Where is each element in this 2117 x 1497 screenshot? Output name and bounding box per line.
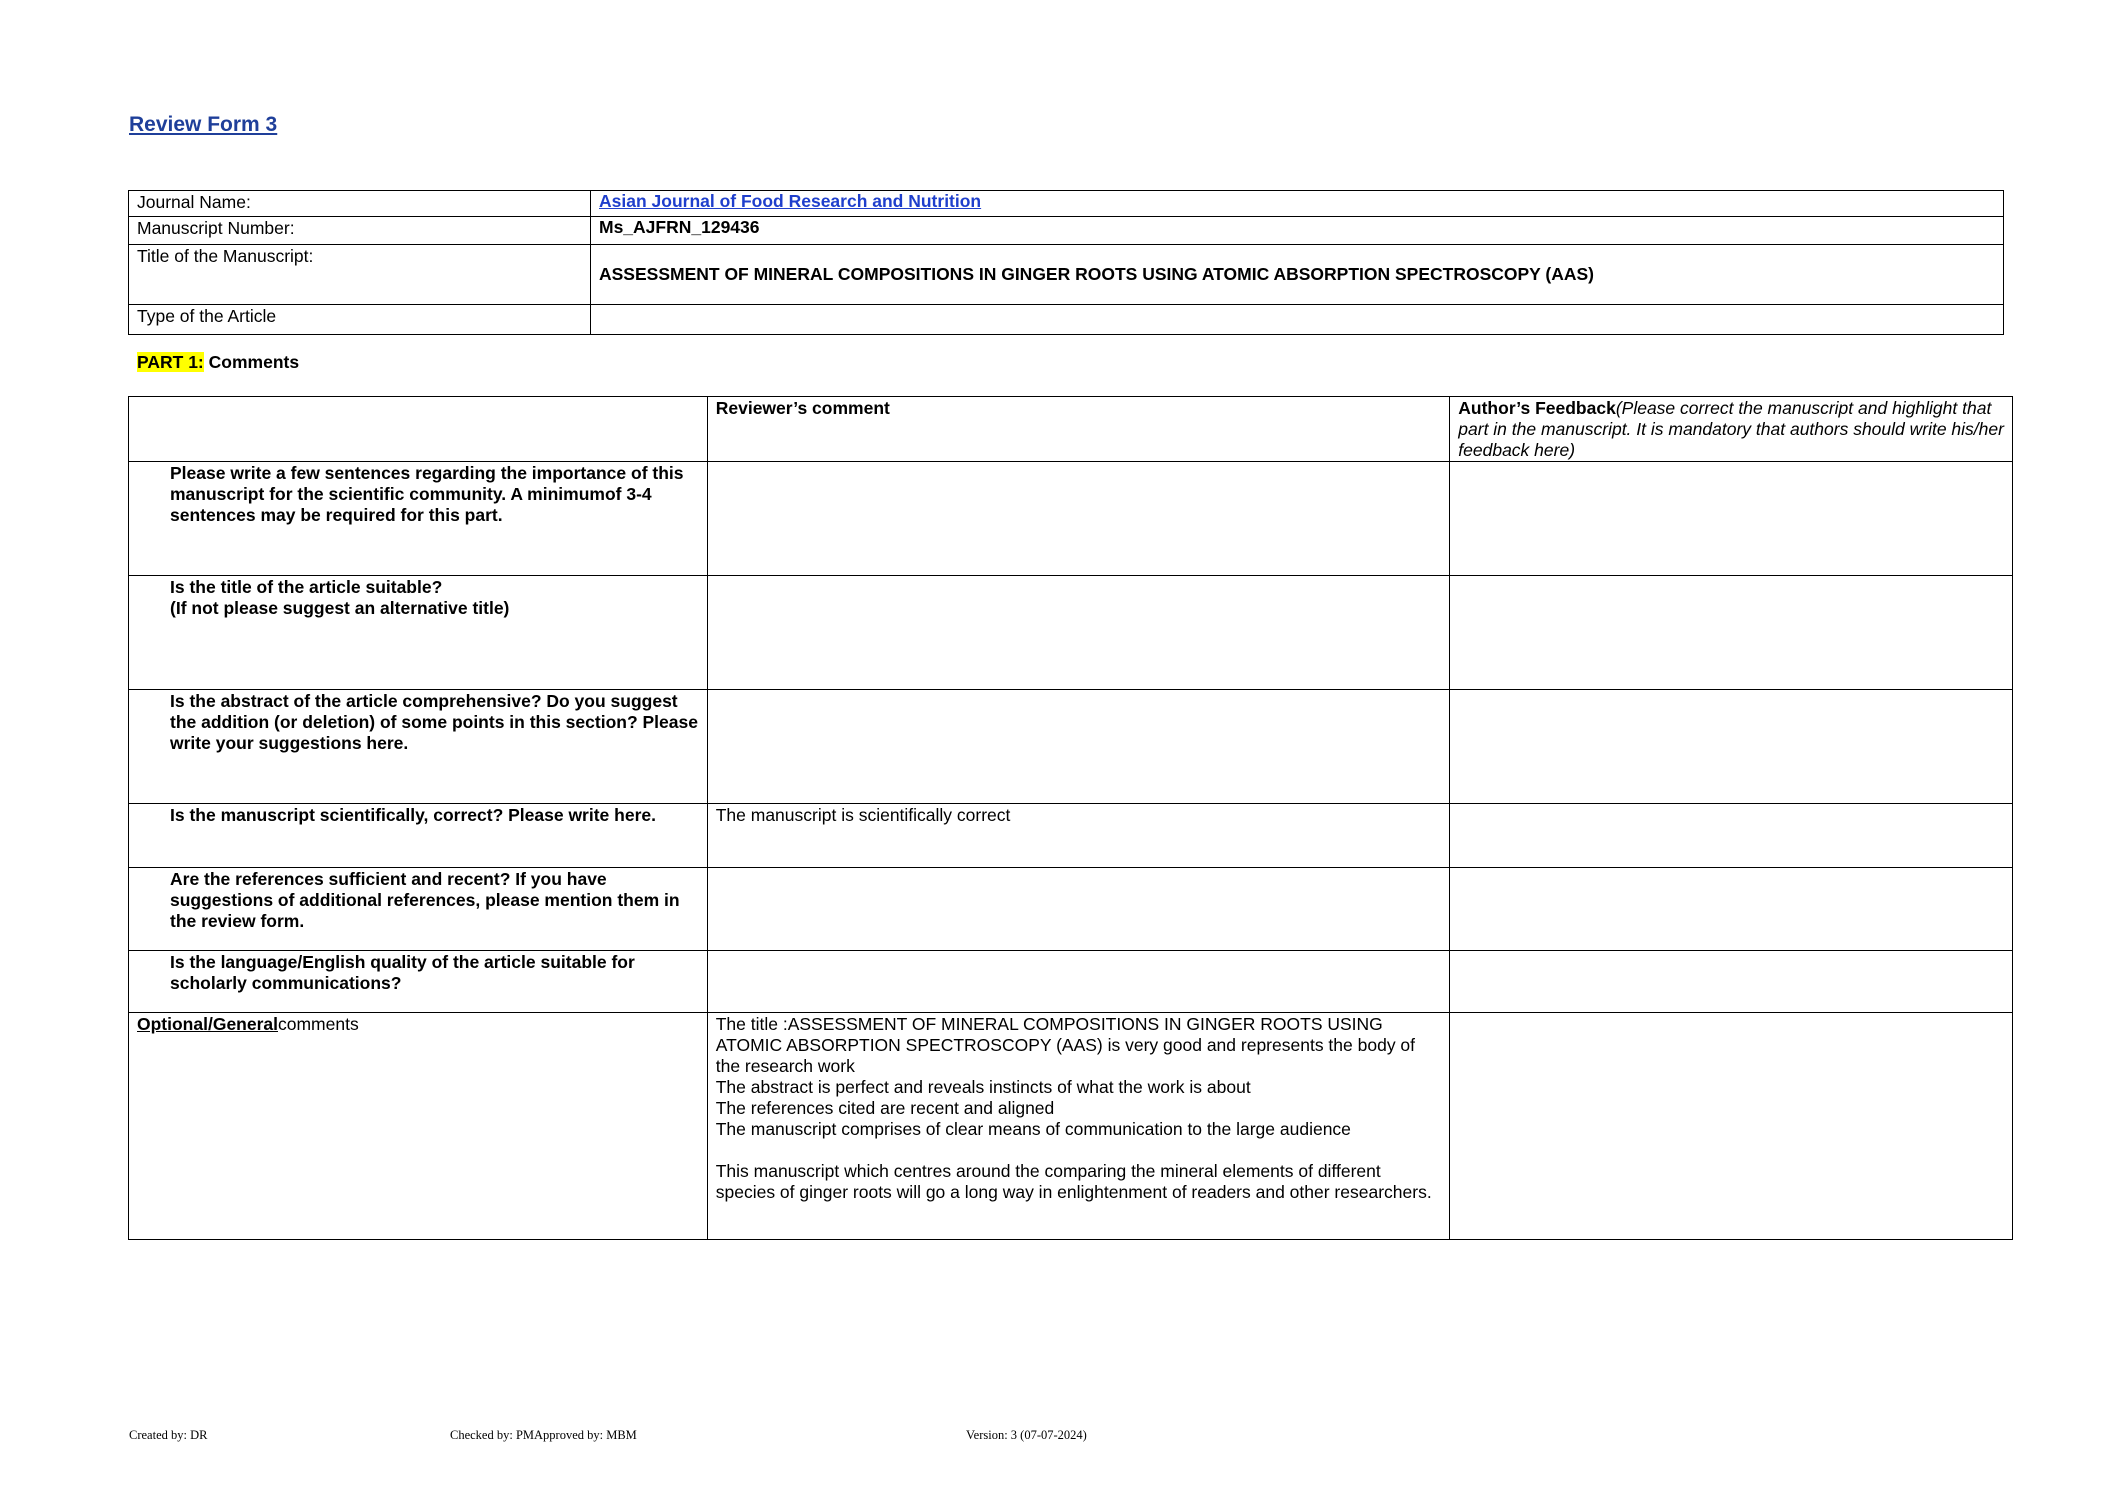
question-row-abstract xyxy=(129,690,2013,804)
footer-created: Created by: DR xyxy=(129,1428,208,1442)
header-author xyxy=(1450,397,2013,462)
manuscript-title-label: Title of the Manuscript: xyxy=(129,245,591,305)
part1-title: Comments xyxy=(208,352,300,372)
author-feedback-references[interactable] xyxy=(1450,868,2013,951)
optional-comment-line: The references cited are recent and aligned xyxy=(715,1098,1055,1118)
footer-checked: Checked by: PMApproved by: MBM xyxy=(450,1428,637,1442)
author-feedback-scientific[interactable] xyxy=(1450,804,2013,868)
question-row-references xyxy=(129,868,2013,951)
reviewer-comment-language[interactable] xyxy=(707,951,1450,1013)
manuscript-number-row xyxy=(129,217,2004,245)
optional-author-feedback[interactable] xyxy=(1450,1013,2013,1240)
question-row-title xyxy=(129,576,2013,690)
question-row-importance xyxy=(129,462,2013,576)
optional-label-bold: Optional/General xyxy=(137,1014,278,1034)
header-author-title: Author’s Feedback xyxy=(1458,398,1616,418)
question-title-line2: (If not please suggest an alternative title) xyxy=(170,598,510,618)
optional-comment-spacer xyxy=(716,1140,1442,1161)
optional-reviewer-comments[interactable] xyxy=(707,1013,1450,1240)
comments-header-row xyxy=(129,397,2013,462)
question-scientific: Is the manuscript scientifically, correct? Please write here. xyxy=(129,804,708,868)
reviewer-comment-scientific[interactable]: The manuscript is scientifically correct xyxy=(707,804,1450,868)
optional-comment-line: The manuscript comprises of clear means of communication to the large audience xyxy=(715,1119,1351,1139)
comments-table xyxy=(128,396,2013,1240)
manuscript-number-value: Ms_AJFRN_129436 xyxy=(591,217,2004,245)
reviewer-comment-references[interactable] xyxy=(707,868,1450,951)
optional-comment-line: The title :ASSESSMENT OF MINERAL COMPOSITIONS IN GINGER ROOTS USING ATOMIC ABSORPTION SPECTROSCOPY (AAS) is very good and represents the body of the research work xyxy=(715,1014,1416,1076)
manuscript-info-table xyxy=(128,190,2004,335)
article-type-value xyxy=(591,305,2004,335)
author-feedback-importance[interactable] xyxy=(1450,462,2013,576)
optional-comment-line: The abstract is perfect and reveals instincts of what the work is about xyxy=(715,1077,1251,1097)
part1-label: PART 1: xyxy=(137,352,204,372)
optional-label-rest: comments xyxy=(278,1014,359,1034)
article-type-row xyxy=(129,305,2004,335)
author-feedback-language[interactable] xyxy=(1450,951,2013,1013)
question-abstract: Is the abstract of the article comprehensive? Do you suggest the addition (or deletion) of some points in this section? Please write your suggestions here. xyxy=(129,690,708,804)
reviewer-comment-abstract[interactable] xyxy=(707,690,1450,804)
form-title[interactable]: Review Form 3 xyxy=(129,113,278,136)
reviewer-comment-title[interactable] xyxy=(707,576,1450,690)
author-feedback-abstract[interactable] xyxy=(1450,690,2013,804)
manuscript-title-row xyxy=(129,245,2004,305)
optional-comments-row xyxy=(129,1013,2013,1240)
question-language: Is the language/English quality of the article suitable for scholarly communications? xyxy=(129,951,708,1013)
manuscript-title-value: ASSESSMENT OF MINERAL COMPOSITIONS IN GINGER ROOTS USING ATOMIC ABSORPTION SPECTROSCOPY (AAS) xyxy=(591,245,2004,305)
journal-link[interactable]: Asian Journal of Food Research and Nutrition xyxy=(599,191,982,211)
question-row-scientific xyxy=(129,804,2013,868)
reviewer-comment-importance[interactable] xyxy=(707,462,1450,576)
question-row-language xyxy=(129,951,2013,1013)
article-type-label: Type of the Article xyxy=(129,305,591,335)
footer-version: Version: 3 (07-07-2024) xyxy=(966,1428,1087,1442)
part1-heading xyxy=(137,352,299,373)
question-references: Are the references sufficient and recent? If you have suggestions of additional references, please mention them in the review form. xyxy=(129,868,708,951)
journal-label: Journal Name: xyxy=(129,191,591,217)
question-importance: Please write a few sentences regarding the importance of this manuscript for the scientific community. A minimumof 3-4 sentences may be required for this part. xyxy=(129,462,708,576)
question-title xyxy=(129,576,708,690)
optional-comments-label xyxy=(129,1013,708,1240)
optional-comment-line: This manuscript which centres around the comparing the mineral elements of different species of ginger roots will go a long way in enlightenment of readers and other researchers. xyxy=(715,1161,1432,1202)
question-title-line1: Is the title of the article suitable? xyxy=(170,577,443,597)
manuscript-number-label: Manuscript Number: xyxy=(129,217,591,245)
author-feedback-title[interactable] xyxy=(1450,576,2013,690)
header-reviewer: Reviewer’s comment xyxy=(707,397,1450,462)
header-author-note: (Please correct the manuscript and highlight that part in the manuscript. It is mandatory that authors should write his/her feedback here) xyxy=(1458,398,2004,460)
header-blank-cell xyxy=(129,397,708,462)
journal-row xyxy=(129,191,2004,217)
